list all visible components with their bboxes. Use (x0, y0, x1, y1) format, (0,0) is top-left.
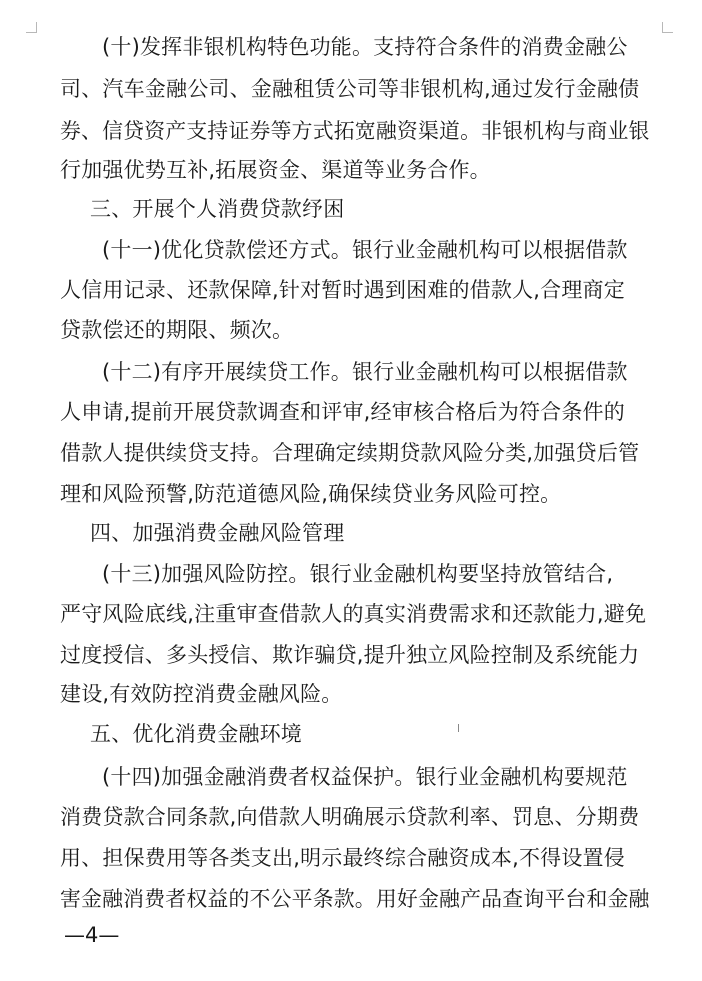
text-line-content: 借款人提供续贷支持。合理确定续期贷款风险分类,加强贷后管 (60, 441, 640, 465)
text-line (0, 69, 702, 109)
text-line-content: 过度授信、多头授信、欺诈骗贷,提升独立风险控制及系统能力 (60, 643, 640, 667)
text-line (0, 635, 702, 675)
text-line (0, 879, 702, 919)
text-line (0, 352, 702, 392)
text-line (0, 838, 702, 878)
text-line (0, 111, 702, 151)
text-line-content: 券、信贷资产支持证券等方式拓宽融资渠道。非银机构与商业银 (60, 119, 650, 143)
text-line (0, 150, 702, 190)
text-line (0, 554, 702, 594)
text-line (0, 594, 702, 634)
text-line-content: (十三)加强风险防控。银行业金融机构要坚持放管结合, (102, 562, 614, 586)
text-line (0, 392, 702, 432)
section-heading-text: 四、加强消费金融风险管理 (90, 521, 345, 545)
text-line-content: 害金融消费者权益的不公平条款。用好金融产品查询平台和金融 (60, 887, 650, 911)
text-line (0, 270, 702, 310)
section-heading-text: 五、优化消费金融环境 (90, 722, 302, 746)
text-line-content: 司、汽车金融公司、金融租赁公司等非银机构,通过发行金融债 (60, 77, 640, 101)
text-line (0, 27, 702, 67)
text-line-content: 行加强优势互补,拓展资金、渠道等业务合作。 (60, 158, 491, 182)
text-line-content: 消费贷款合同条款,向借款人明确展示贷款利率、罚息、分期费 (60, 805, 640, 829)
text-line-content: (十二)有序开展续贷工作。银行业金融机构可以根据借款 (102, 360, 628, 384)
stray-mark (458, 724, 459, 732)
text-line (0, 433, 702, 473)
text-line (0, 674, 702, 714)
text-line-content: 人信用记录、还款保障,针对暂时遇到困难的借款人,合理商定 (60, 278, 625, 302)
section-heading (0, 714, 702, 754)
text-line (0, 474, 702, 514)
text-line-content: (十)发挥非银机构特色功能。支持符合条件的消费金融公 (102, 35, 628, 59)
text-line-content: 理和风险预警,防范道德风险,确保续贷业务风险可控。 (60, 482, 562, 506)
text-line-content: (十四)加强金融消费者权益保护。银行业金融机构要规范 (102, 765, 628, 789)
text-line-content: (十一)优化贷款偿还方式。银行业金融机构可以根据借款 (102, 238, 628, 262)
text-line-content: 建设,有效防控消费金融风险。 (60, 682, 343, 706)
text-line (0, 230, 702, 270)
text-line-content: 用、担保费用等各类支出,明示最终综合融资成本,不得设置侵 (60, 846, 625, 870)
page-number: —4— (64, 923, 120, 947)
text-line-content: 人申请,提前开展贷款调查和评审,经审核合格后为符合条件的 (60, 400, 625, 424)
text-line (0, 310, 702, 350)
text-line (0, 797, 702, 837)
section-heading (0, 513, 702, 553)
section-heading-text: 三、开展个人消费贷款纾困 (90, 197, 345, 221)
text-line-content: 严守风险底线,注重审查借款人的真实消费需求和还款能力,避免 (60, 602, 647, 626)
section-heading (0, 189, 702, 229)
text-line (0, 757, 702, 797)
text-line-content: 贷款偿还的期限、频次。 (60, 318, 294, 342)
